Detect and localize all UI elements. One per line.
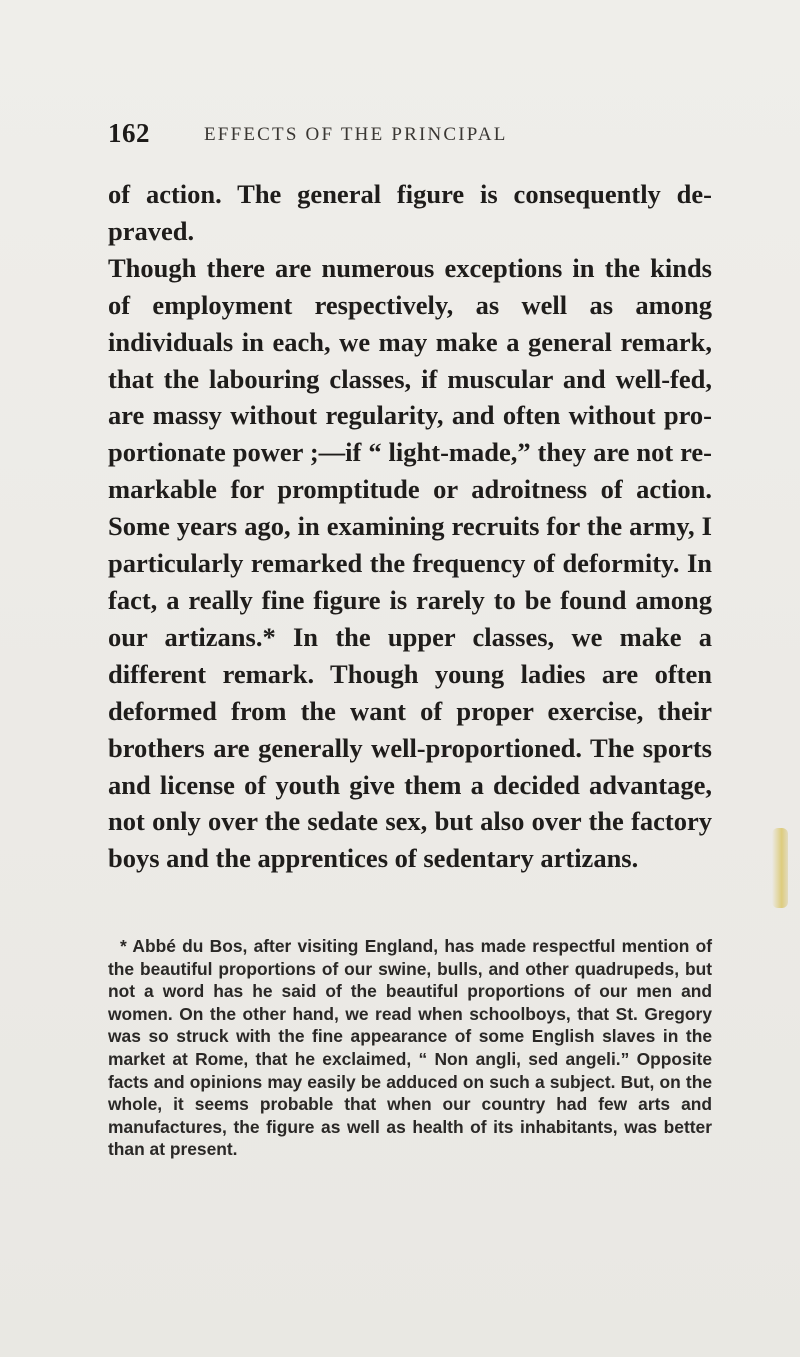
page-edge-stain [772, 828, 788, 908]
body-text [108, 176, 712, 877]
running-title: EFFECTS OF THE PRINCIPAL [204, 124, 508, 145]
running-head [108, 118, 728, 154]
footnote [108, 935, 712, 1161]
paragraph-continuation: of action. The general figure is consequently depraved. [108, 179, 712, 246]
paragraph: Though there are numerous exceptions in the kinds of employment respectively, as well as among individuals in each, we may make a general remark, that the labouring classes, if muscular and well-fed, are massy without regularity, and often without proportionate power ;—if “ light-made,” they are not remarkable for promptitude or adroitness of action. Some years ago, in examining recruits for the army, I particularly remarked the frequency of deformity. In fact, a really fine figure is rarely to be found among our artizans.* In the upper classes, we make a different remark. Though young ladies are often deformed from the want of proper exercise, their brothers are generally well-proportioned. The sports and license of youth give them a decided advantage, not only over the sedate sex, but also over the factory boys and the apprentices of sedentary artizans. [108, 252, 712, 874]
page-number: 162 [108, 118, 150, 148]
footnote-text: * Abbé du Bos, after visiting England, has made respectful mention of the beautiful proportions of our swine, bulls, and other quadrupeds, but not a word has he said of the beautiful proportions of our men and women. On the other hand, we read when schoolboys, that St. Gregory was so struck with the fine appearance of some English slaves in the market at Rome, that he exclaimed, “ Non angli, sed angeli.” Opposite facts and opinions may easily be adduced on such a subject. But, on the whole, it seems probable that when our country had few arts and manufactures, the figure as well as health of its inhabitants, was better than at present. [108, 936, 712, 1160]
